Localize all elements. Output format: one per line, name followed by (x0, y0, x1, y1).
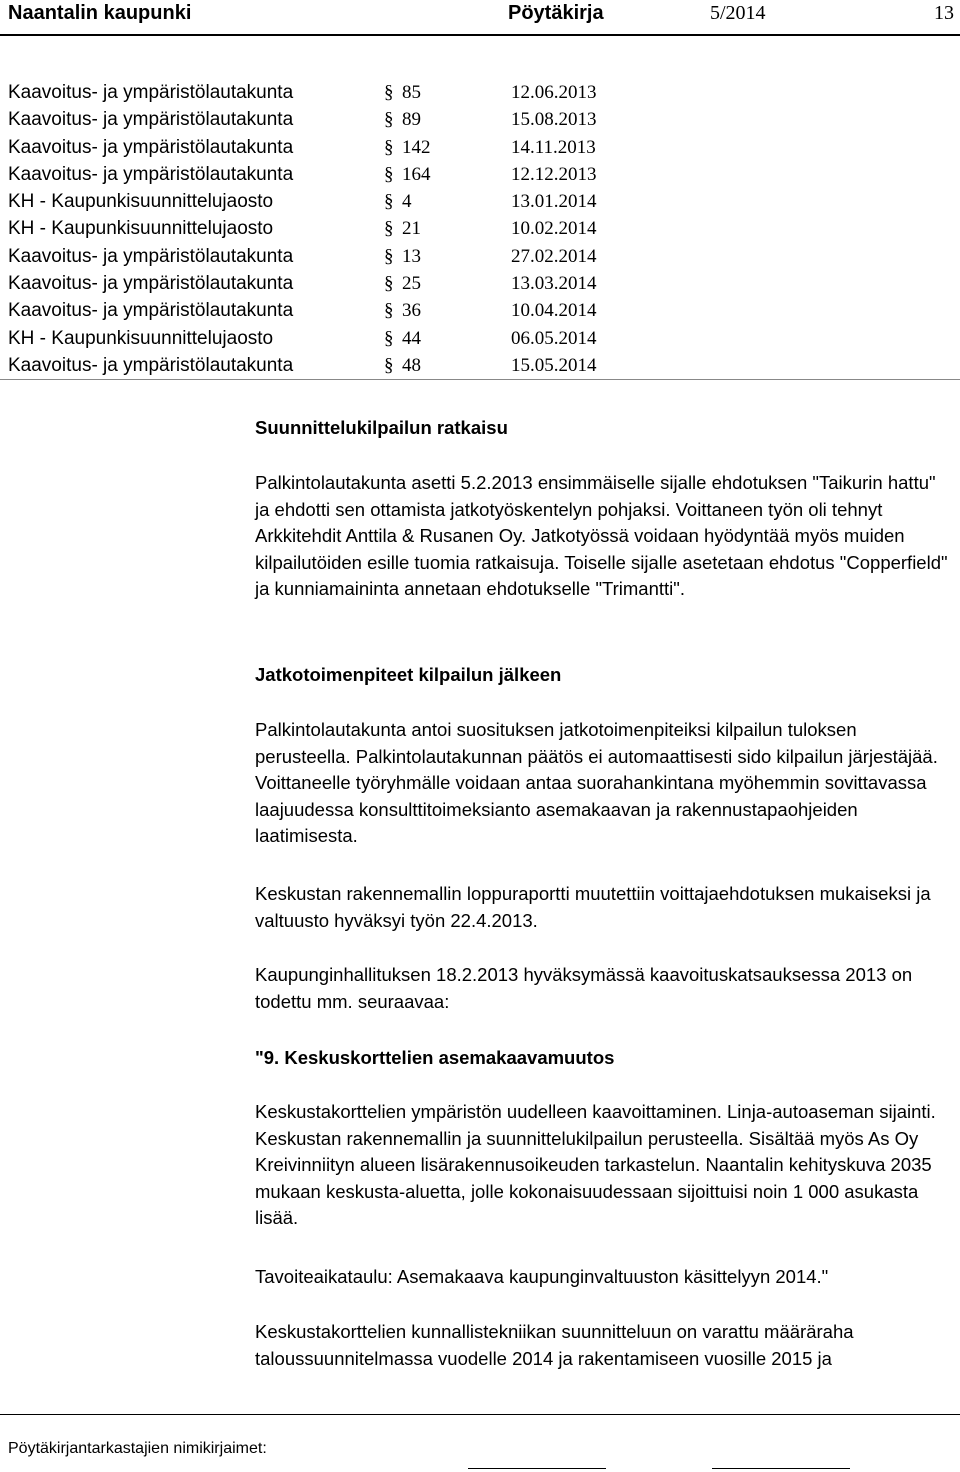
reference-org: Kaavoitus- ja ympäristölautakunta (8, 163, 294, 185)
footer-divider (0, 1414, 960, 1415)
reference-number: 36 (402, 300, 421, 322)
paragraph-budget: Keskustakorttelien kunnallistekniikan suunnitteluun on varattu määräraha taloussuunnitelmassa vuodelle 2014 ja rakentamiseen vuosille 2015 ja (255, 1321, 854, 1369)
section-sign: § (384, 82, 394, 103)
reference-org: KH - Kaupunkisuunnittelujaosto (8, 218, 274, 240)
reference-number: 164 (402, 163, 431, 185)
section-heading-followup (255, 662, 955, 689)
reference-org: Kaavoitus- ja ympäristölautakunta (8, 245, 294, 267)
section-sign: § (384, 327, 394, 349)
reference-number: 142 (402, 136, 431, 158)
table-row (0, 137, 960, 164)
table-row (0, 82, 960, 109)
section-sign: § (384, 218, 394, 240)
paragraph-followup: Palkintolautakunta antoi suosituksen jatkotoimenpiteiksi kilpailun tuloksen perusteella. Palkintolautakunnan päätös ei automaattisesti sido kilpailun järjestäjää. Voittaneelle työryhmälle voidaan antaa suorahankintana myöhemmin sovittavassa laajuudessa konsulttitoimeksianto asemakaavan ja rakennustapaohjeiden laatimisesta. (255, 719, 938, 846)
paragraph-planning-review: Kaupunginhallituksen 18.2.2013 hyväksymässä kaavoituskatsauksessa 2013 on todettu mm. seuraavaa: (255, 964, 913, 1012)
section-heading-competition (255, 415, 955, 442)
section-sign: § (384, 191, 394, 213)
signature-line (712, 1468, 850, 1469)
table-row (0, 246, 960, 273)
table-row (0, 273, 960, 300)
heading-quarters-plan: "9. Keskuskorttelien asemakaavamuutos (255, 1047, 615, 1068)
reference-date: 06.05.2014 (511, 327, 597, 349)
section-sign: § (384, 245, 394, 267)
reference-org: Kaavoitus- ja ympäristölautakunta (8, 82, 294, 103)
paragraph-block (255, 470, 955, 603)
reference-org: Kaavoitus- ja ympäristölautakunta (8, 273, 294, 295)
heading-competition-result: Suunnittelukilpailun ratkaisu (255, 417, 508, 438)
section-sign: § (384, 163, 394, 185)
reference-date: 27.02.2014 (511, 245, 597, 267)
paragraph-block (255, 1099, 955, 1232)
signature-label: Pöytäkirjantarkastajien nimikirjaimet: (8, 1440, 267, 1457)
reference-date: 10.04.2014 (511, 300, 597, 322)
reference-org: Kaavoitus- ja ympäristölautakunta (8, 109, 294, 131)
paragraph-quarters: Keskustakorttelien ympäristön uudelleen kaavoittaminen. Linja-autoaseman sijainti. Keskustan rakennemallin ja suunnittelukilpailun perusteella. Sisältää myös As Oy Kreivinniityn alueen lisärakennusoikeuden tarkastelun. Naantalin kehityskuva 2035 mukaan keskusta-aluetta, jolle kokonaisuudessaan sijoittuisi noin 1 000 asukasta lisää. (255, 1101, 936, 1228)
table-divider (0, 379, 960, 380)
reference-date: 15.08.2013 (511, 109, 597, 131)
paragraph-competition-result: Palkintolautakunta asetti 5.2.2013 ensimmäiselle sijalle ehdotuksen "Taikurin hattu" ja ehdotti sen ottamista jatkotyöskentelyn pohjaksi. Voittaneen työn oli tehnyt Arkkitehdit Anttila & Rusanen Oy. Jatkotyössä voidaan hyödyntää myös muiden kilpailutöiden esille tuomia ratkaisuja. Toiselle sijalle asetetaan ehdotus "Copperfield" ja kunniamaininta annetaan ehdotukselle "Trimantti". (255, 472, 948, 599)
reference-org: KH - Kaupunkisuunnittelujaosto (8, 191, 274, 213)
paragraph-block (255, 881, 955, 934)
signature-line (468, 1468, 606, 1469)
section-sign: § (384, 109, 394, 131)
reference-number: 25 (402, 273, 421, 295)
paragraph-block (255, 1264, 955, 1291)
heading-followup-actions: Jatkotoimenpiteet kilpailun jälkeen (255, 664, 562, 685)
table-row (0, 191, 960, 218)
table-row (0, 109, 960, 136)
table-row (0, 300, 960, 327)
reference-number: 4 (402, 191, 412, 213)
table-row (0, 328, 960, 355)
reference-org: Kaavoitus- ja ympäristölautakunta (8, 354, 294, 376)
document-type: Pöytäkirja (508, 2, 604, 24)
page-header (0, 0, 960, 36)
reference-number: 44 (402, 327, 421, 349)
reference-org: Kaavoitus- ja ympäristölautakunta (8, 136, 294, 158)
paragraph-structure-model: Keskustan rakennemallin loppuraportti muutettiin voittajaehdotuksen mukaiseksi ja valtuusto hyväksyi työn 22.4.2013. (255, 883, 931, 931)
reference-number: 85 (402, 82, 421, 103)
paragraph-schedule: Tavoiteaikataulu: Asemakaava kaupunginvaltuuston käsittelyyn 2014." (255, 1266, 829, 1287)
reference-number: 21 (402, 218, 421, 240)
city-name: Naantalin kaupunki (8, 2, 192, 24)
reference-date: 12.12.2013 (511, 163, 597, 185)
header-divider (0, 34, 960, 36)
table-row (0, 164, 960, 191)
reference-date: 15.05.2014 (511, 354, 597, 376)
table-row (0, 218, 960, 245)
section-sign: § (384, 273, 394, 295)
page-number: 13 (934, 2, 954, 24)
reference-org: KH - Kaupunkisuunnittelujaosto (8, 327, 274, 349)
reference-date: 13.01.2014 (511, 191, 597, 213)
section-sign: § (384, 300, 394, 322)
reference-date: 13.03.2014 (511, 273, 597, 295)
document-number: 5/2014 (710, 2, 766, 24)
reference-number: 13 (402, 245, 421, 267)
reference-date: 10.02.2014 (511, 218, 597, 240)
reference-table (0, 82, 960, 382)
reference-date: 12.06.2013 (511, 82, 597, 103)
reference-number: 48 (402, 354, 421, 376)
section-heading-quarters (255, 1045, 955, 1072)
paragraph-block (255, 1319, 955, 1372)
section-sign: § (384, 136, 394, 158)
reference-org: Kaavoitus- ja ympäristölautakunta (8, 300, 294, 322)
reference-date: 14.11.2013 (511, 136, 596, 158)
section-sign: § (384, 354, 394, 376)
paragraph-block (255, 717, 955, 850)
paragraph-block (255, 962, 955, 1015)
reference-number: 89 (402, 109, 421, 131)
